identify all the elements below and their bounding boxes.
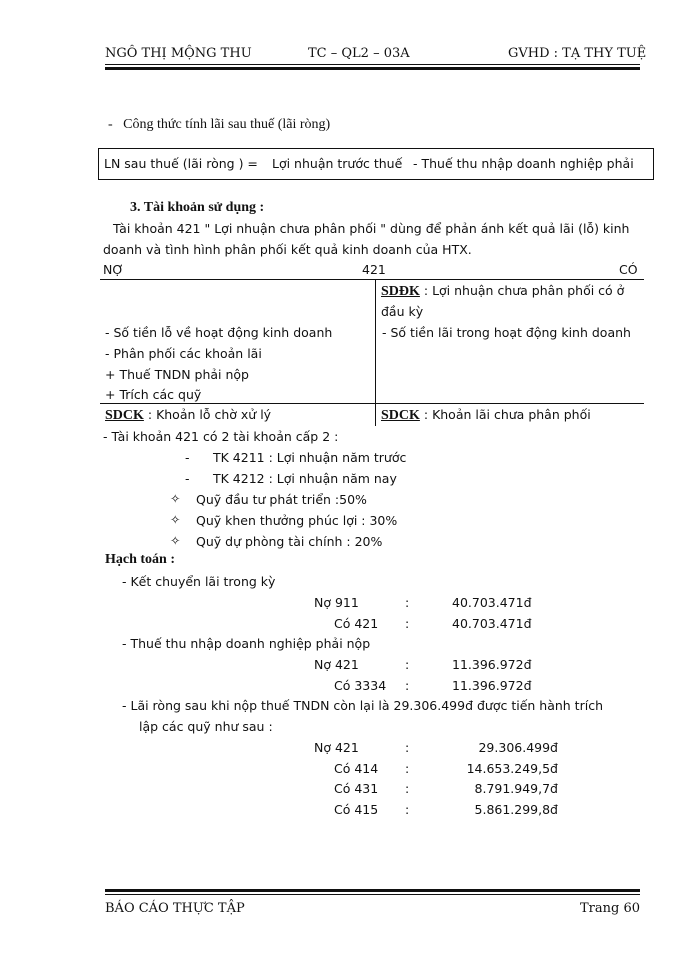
page-number: Trang 60 xyxy=(580,901,641,916)
entry-account: Có 421 xyxy=(334,616,379,631)
intro-bullet-text: Công thức tính lãi sau thuế (lãi ròng) xyxy=(123,117,331,132)
sddk-text-2: đầu kỳ xyxy=(381,304,424,319)
header-advisor: GVHD : TẠ THY TUỆ xyxy=(508,46,647,61)
formula-right: - Thuế thu nhập doanh nghiệp phải xyxy=(413,156,634,171)
sub-account-dash: - xyxy=(185,450,190,465)
sdck-credit-text: : Khoản lãi chưa phân phối xyxy=(419,407,591,422)
accounting-step-continued: lập các quỹ như sau : xyxy=(139,719,273,734)
debit-item: + Trích các quỹ xyxy=(105,387,202,402)
sub-account-item: TK 4211 : Lợi nhuận năm trước xyxy=(213,450,407,465)
debit-item: - Số tiền lỗ về hoạt động kinh doanh xyxy=(105,325,333,340)
sub-account-item: TK 4212 : Lợi nhuận năm nay xyxy=(213,471,397,486)
accounting-step: - Lãi ròng sau khi nộp thuế TNDN còn lại là 29.306.499đ được tiến hành trích xyxy=(122,698,603,713)
fund-star-icon: ✧ xyxy=(170,533,181,548)
entry-amount: 5.861.299,8đ xyxy=(474,802,558,817)
entry-account: Nợ 421 xyxy=(314,740,359,755)
fund-item: Quỹ đầu tư phát triển :50% xyxy=(196,492,367,507)
entry-account: Có 3334 xyxy=(334,678,387,693)
header-author: NGÔ THỊ MỘNG THU xyxy=(105,46,252,61)
section-title: 3. Tài khoản sử dụng : xyxy=(130,200,265,215)
debit-item: - Phân phối các khoản lãi xyxy=(105,346,262,361)
entry-separator: : xyxy=(405,616,410,631)
footer-rule-thin xyxy=(105,894,640,895)
header-class: TC – QL2 – 03A xyxy=(308,46,410,61)
t-account-top-rule xyxy=(100,279,644,280)
footer-rule-thick xyxy=(105,889,640,892)
section-paragraph-line2: doanh và tình hình phân phối kết quả kinh doanh của HTX. xyxy=(103,242,472,257)
entry-account: Có 431 xyxy=(334,781,379,796)
sdck-label: SDCK xyxy=(105,408,144,423)
entry-separator: : xyxy=(405,678,410,693)
entry-amount: 8.791.949,7đ xyxy=(474,781,558,796)
entry-separator: : xyxy=(405,781,410,796)
accounting-title: Hạch toán : xyxy=(105,552,175,567)
entry-separator: : xyxy=(405,595,410,610)
t-account-opening-balance xyxy=(381,283,624,300)
debit-item: + Thuế TNDN phải nộp xyxy=(105,367,249,382)
intro-bullet: - Công thức tính lãi sau thuế (lãi ròng) xyxy=(108,117,331,132)
section-paragraph-line1: Tài khoản 421 " Lợi nhuận chưa phân phối " dùng để phản ánh kết quả lãi (lỗ) kinh xyxy=(113,221,630,236)
t-account-bottom-rule xyxy=(100,403,644,404)
entry-account: Có 415 xyxy=(334,802,379,817)
sddk-text-1: : Lợi nhuận chưa phân phối có ở xyxy=(419,283,625,298)
entry-separator: : xyxy=(405,740,410,755)
formula-mid: Lợi nhuận trước thuế xyxy=(272,156,403,171)
entry-separator: : xyxy=(405,802,410,817)
t-account-debit-label: NỢ xyxy=(103,262,124,277)
header-rule-thin xyxy=(105,64,640,65)
t-account-number: 421 xyxy=(362,262,386,277)
entry-separator: : xyxy=(405,761,410,776)
header-rule-thick xyxy=(105,67,640,70)
entry-amount: 40.703.471đ xyxy=(452,616,532,631)
fund-star-icon: ✧ xyxy=(170,491,181,506)
sub-account-dash: - xyxy=(185,471,190,486)
t-account-credit-label: CÓ xyxy=(619,262,638,277)
entry-account: Nợ 911 xyxy=(314,595,359,610)
closing-balance-debit xyxy=(105,407,271,424)
accounting-step: - Kết chuyển lãi trong kỳ xyxy=(122,574,276,589)
sub-accounts-intro: - Tài khoản 421 có 2 tài khoản cấp 2 : xyxy=(103,429,339,444)
entry-amount: 11.396.972đ xyxy=(452,657,532,672)
accounting-step: - Thuế thu nhập doanh nghiệp phải nộp xyxy=(122,636,371,651)
entry-amount: 14.653.249,5đ xyxy=(466,761,558,776)
entry-account: Có 414 xyxy=(334,761,379,776)
entry-amount: 40.703.471đ xyxy=(452,595,532,610)
entry-amount: 29.306.499đ xyxy=(478,740,558,755)
fund-item: Quỹ dự phòng tài chính : 20% xyxy=(196,534,383,549)
credit-item: - Số tiền lãi trong hoạt động kinh doanh xyxy=(382,325,631,340)
fund-item: Quỹ khen thưởng phúc lợi : 30% xyxy=(196,513,398,528)
entry-account: Nợ 421 xyxy=(314,657,359,672)
formula-left: LN sau thuế (lãi ròng ) = xyxy=(104,156,258,171)
sdck-debit-text: : Khoản lỗ chờ xử lý xyxy=(143,407,272,422)
sdck-label: SDCK xyxy=(381,408,420,423)
fund-star-icon: ✧ xyxy=(170,512,181,527)
closing-balance-credit xyxy=(381,407,591,424)
sddk-label: SDĐK xyxy=(381,284,420,299)
footer-title: BÁO CÁO THỰC TẬP xyxy=(105,901,245,916)
entry-separator: : xyxy=(405,657,410,672)
entry-amount: 11.396.972đ xyxy=(452,678,532,693)
